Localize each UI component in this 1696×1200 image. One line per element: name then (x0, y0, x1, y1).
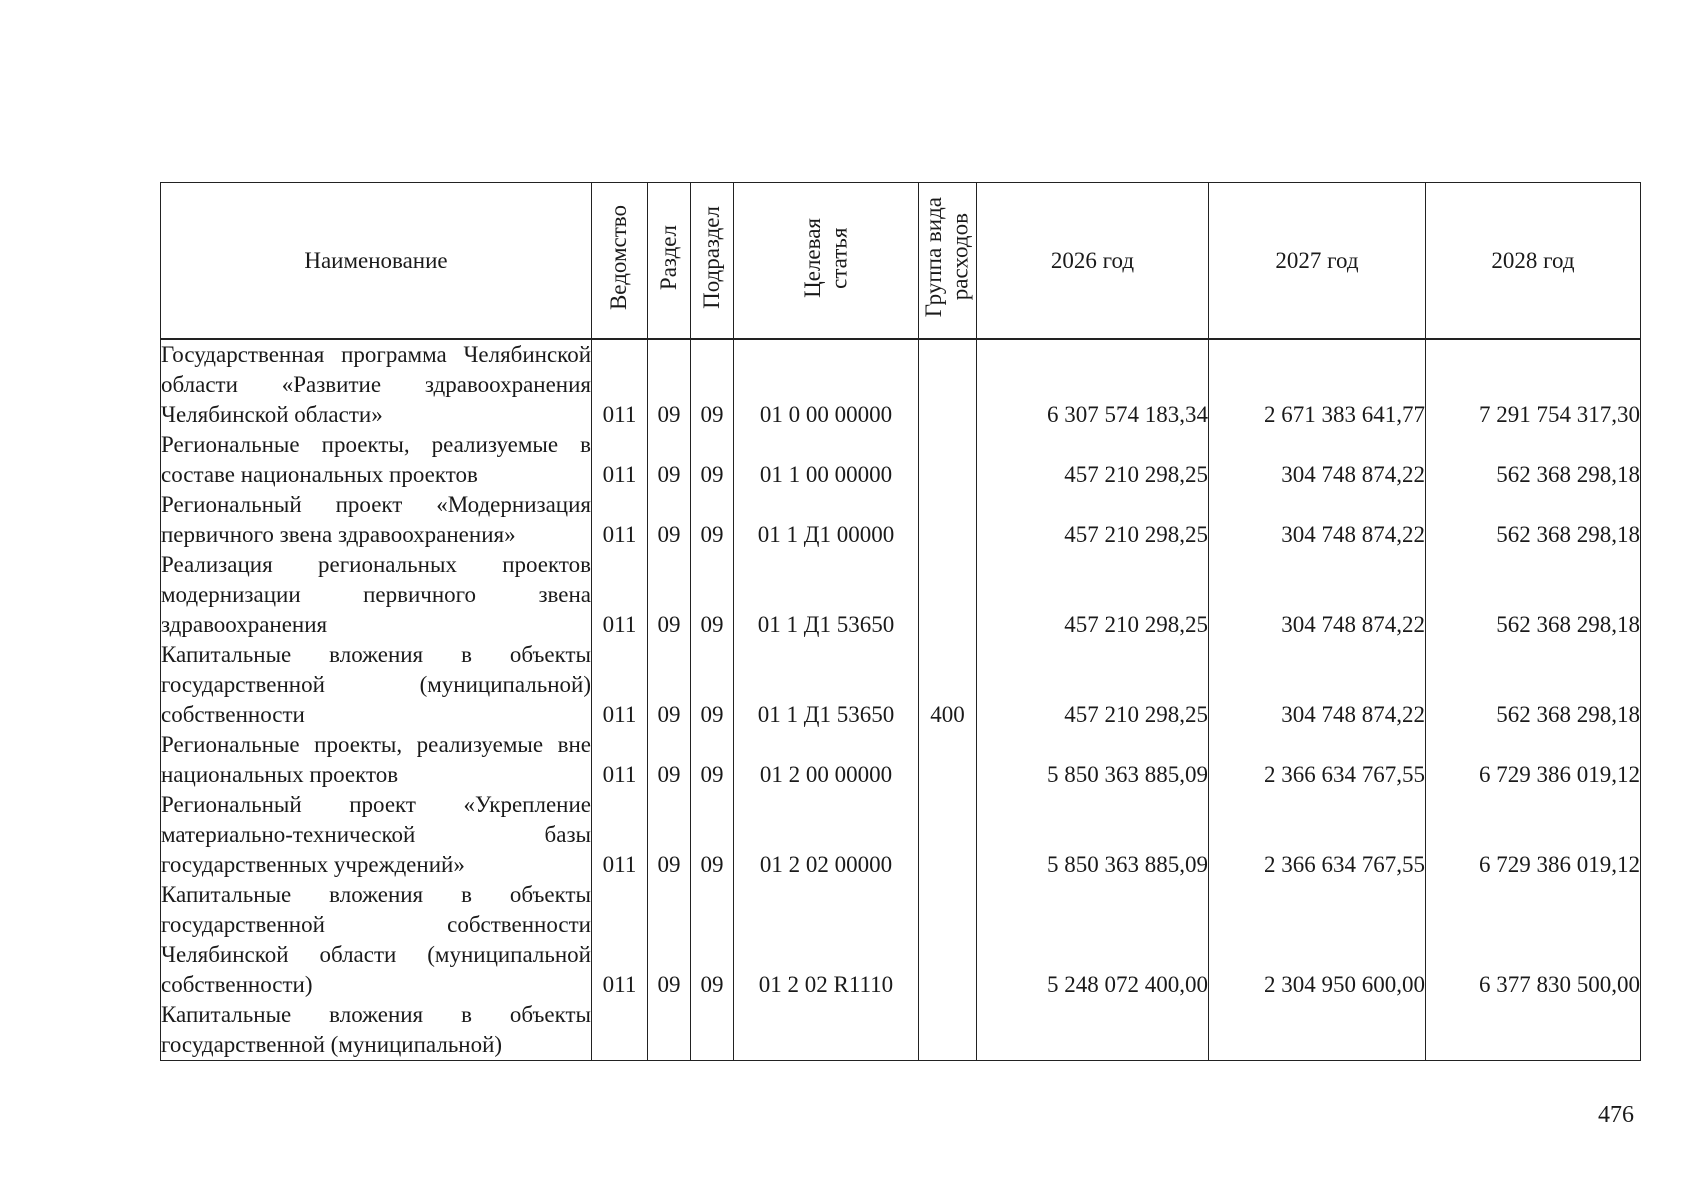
header-vedomstvo: Ведомство (592, 183, 648, 340)
amount-2026-cell: 5 850 363 885,09 (977, 790, 1209, 880)
expense-group-cell (919, 430, 977, 490)
amount-2028-cell: 562 368 298,18 (1426, 490, 1641, 550)
expense-group-cell (919, 339, 977, 430)
amount-2028-cell: 7 291 754 317,30 (1426, 339, 1641, 430)
table-body (161, 339, 1641, 1061)
header-name: Наименование (161, 183, 592, 340)
target-article-cell: 01 1 Д1 53650 (734, 640, 919, 730)
razdel-cell: 09 (648, 339, 691, 430)
table-row (161, 1000, 1641, 1061)
budget-table (160, 182, 1641, 1061)
amount-2028-cell: 6 729 386 019,12 (1426, 730, 1641, 790)
vedomstvo-cell: 011 (592, 790, 648, 880)
amount-2027-cell: 304 748 874,22 (1209, 490, 1426, 550)
header-podrazdel: Подраздел (691, 183, 734, 340)
target-article-cell: 01 1 Д1 53650 (734, 550, 919, 640)
amount-2026-cell: 457 210 298,25 (977, 490, 1209, 550)
header-razdel: Раздел (648, 183, 691, 340)
table-row (161, 550, 1641, 640)
table-row (161, 640, 1641, 730)
razdel-cell: 09 (648, 430, 691, 490)
table-row (161, 730, 1641, 790)
amount-2028-cell: 562 368 298,18 (1426, 640, 1641, 730)
expense-group-cell: 400 (919, 640, 977, 730)
header-2027: 2027 год (1209, 183, 1426, 340)
podrazdel-cell: 09 (691, 790, 734, 880)
page-number: 476 (1598, 1102, 1634, 1128)
amount-2026-cell: 457 210 298,25 (977, 640, 1209, 730)
podrazdel-cell: 09 (691, 430, 734, 490)
header-expense-group: Группа вида расходов (919, 183, 977, 340)
razdel-cell: 09 (648, 880, 691, 1000)
target-article-cell: 01 2 00 00000 (734, 730, 919, 790)
expense-group-cell (919, 1000, 977, 1061)
amount-2026-cell (977, 1000, 1209, 1061)
target-article-cell: 01 1 Д1 00000 (734, 490, 919, 550)
vedomstvo-cell: 011 (592, 640, 648, 730)
target-article-cell: 01 1 00 00000 (734, 430, 919, 490)
header-2028: 2028 год (1426, 183, 1641, 340)
podrazdel-cell: 09 (691, 730, 734, 790)
vedomstvo-cell: 011 (592, 339, 648, 430)
vedomstvo-cell: 011 (592, 730, 648, 790)
razdel-cell: 09 (648, 730, 691, 790)
razdel-cell: 09 (648, 790, 691, 880)
amount-2026-cell: 457 210 298,25 (977, 430, 1209, 490)
amount-2027-cell: 2 366 634 767,55 (1209, 790, 1426, 880)
amount-2027-cell: 2 366 634 767,55 (1209, 730, 1426, 790)
amount-2028-cell: 6 377 830 500,00 (1426, 880, 1641, 1000)
vedomstvo-cell: 011 (592, 490, 648, 550)
expense-group-cell (919, 880, 977, 1000)
razdel-cell (648, 1000, 691, 1061)
header-target-article: Целевая статья (734, 183, 919, 340)
amount-2026-cell: 6 307 574 183,34 (977, 339, 1209, 430)
amount-2026-cell: 5 248 072 400,00 (977, 880, 1209, 1000)
vedomstvo-cell (592, 1000, 648, 1061)
amount-2027-cell: 304 748 874,22 (1209, 550, 1426, 640)
podrazdel-cell: 09 (691, 339, 734, 430)
amount-2026-cell: 457 210 298,25 (977, 550, 1209, 640)
podrazdel-cell: 09 (691, 640, 734, 730)
target-article-cell (734, 1000, 919, 1061)
header-row (161, 183, 1641, 340)
amount-2027-cell: 2 671 383 641,77 (1209, 339, 1426, 430)
name-cell: Капитальные вложения в объекты государственной собственности Челябинской области (муниципальной собственности) (161, 880, 592, 1000)
target-article-cell: 01 2 02 R1110 (734, 880, 919, 1000)
table-row (161, 339, 1641, 430)
name-cell: Региональные проекты, реализуемые в составе национальных проектов (161, 430, 592, 490)
expense-group-cell (919, 790, 977, 880)
podrazdel-cell: 09 (691, 880, 734, 1000)
vedomstvo-cell: 011 (592, 550, 648, 640)
header-2026: 2026 год (977, 183, 1209, 340)
name-cell: Государственная программа Челябинской области «Развитие здравоохранения Челябинской области» (161, 339, 592, 430)
podrazdel-cell: 09 (691, 490, 734, 550)
amount-2027-cell (1209, 1000, 1426, 1061)
name-cell: Региональный проект «Укрепление материально-технической базы государственных учреждений» (161, 790, 592, 880)
amount-2028-cell: 6 729 386 019,12 (1426, 790, 1641, 880)
amount-2027-cell: 304 748 874,22 (1209, 640, 1426, 730)
podrazdel-cell (691, 1000, 734, 1061)
name-cell: Капитальные вложения в объекты государственной (муниципальной) собственности (161, 640, 592, 730)
amount-2028-cell: 562 368 298,18 (1426, 430, 1641, 490)
razdel-cell: 09 (648, 550, 691, 640)
podrazdel-cell: 09 (691, 550, 734, 640)
expense-group-cell (919, 490, 977, 550)
table-row (161, 880, 1641, 1000)
table-row (161, 430, 1641, 490)
amount-2028-cell (1426, 1000, 1641, 1061)
target-article-cell: 01 0 00 00000 (734, 339, 919, 430)
amount-2027-cell: 304 748 874,22 (1209, 430, 1426, 490)
table-header (161, 183, 1641, 340)
name-cell: Реализация региональных проектов модернизации первичного звена здравоохранения (161, 550, 592, 640)
razdel-cell: 09 (648, 490, 691, 550)
vedomstvo-cell: 011 (592, 880, 648, 1000)
target-article-cell: 01 2 02 00000 (734, 790, 919, 880)
amount-2028-cell: 562 368 298,18 (1426, 550, 1641, 640)
razdel-cell: 09 (648, 640, 691, 730)
name-cell: Региональный проект «Модернизация первичного звена здравоохранения» (161, 490, 592, 550)
amount-2027-cell: 2 304 950 600,00 (1209, 880, 1426, 1000)
expense-group-cell (919, 550, 977, 640)
table-row (161, 790, 1641, 880)
name-cell: Капитальные вложения в объекты государственной (муниципальной) (161, 1000, 592, 1061)
expense-group-cell (919, 730, 977, 790)
name-cell: Региональные проекты, реализуемые вне национальных проектов (161, 730, 592, 790)
amount-2026-cell: 5 850 363 885,09 (977, 730, 1209, 790)
table-row (161, 490, 1641, 550)
vedomstvo-cell: 011 (592, 430, 648, 490)
